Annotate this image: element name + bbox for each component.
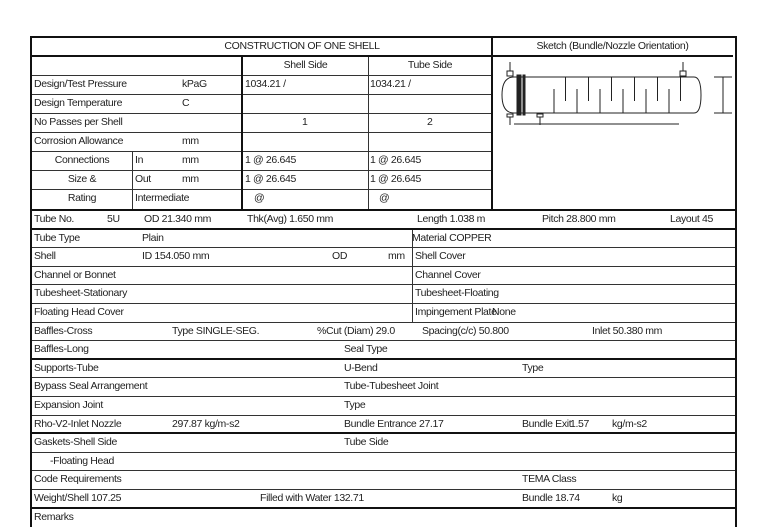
row-value: ID 154.050 mm [142,250,209,262]
bundle-sketch [494,59,733,129]
row-label: Code Requirements [34,473,121,485]
row-value: Filled with Water 132.71 [260,492,364,504]
row-value: OD [332,250,347,262]
row-baffles-cross [32,323,735,342]
row-value: Bundle Entrance 27.17 [344,418,443,430]
row-value: Bundle 18.74 [522,492,580,504]
tube-side-header [368,57,492,76]
row-value: Thk(Avg) 1.650 mm [247,213,333,225]
connection-row [32,152,492,171]
divider [491,38,493,209]
construction-section [32,38,735,211]
divider [368,57,369,209]
row-value: %Cut (Diam) 29.0 [317,325,395,337]
construction-title [32,38,492,57]
row-expansion [32,397,735,416]
row-label: Gaskets-Shell Side [34,436,117,448]
connection-unit: mm [182,173,199,185]
connection-unit: mm [182,154,199,166]
row-channel [32,267,735,286]
tube-side-text: Tube Side [408,59,452,71]
sketch-title [492,38,733,57]
connection-row [32,190,492,209]
row-label: Remarks [34,511,74,523]
connections-label: Connections [32,154,132,166]
divider [412,285,413,303]
row-label: Weight/Shell 107.25 [34,492,121,504]
row-unit: C [182,97,189,109]
row-label: Tube No. [34,213,74,225]
row-fh [32,453,735,472]
row-value: kg/m-s2 [612,418,647,430]
row-value: Tube-Tubesheet Joint [344,380,438,392]
row-unit: mm [182,135,199,147]
row-label: Tubesheet-Stationary [34,287,127,299]
title-text: CONSTRUCTION OF ONE SHELL [224,40,379,52]
row-label: Expansion Joint [34,399,103,411]
row-label: Bypass Seal Arrangement [34,380,147,392]
row-value: None [492,306,516,318]
row-value: Spacing(c/c) 50.800 [422,325,509,337]
connection-sub: Intermediate [135,192,189,204]
row-shell [32,248,735,267]
row-gaskets [32,434,735,453]
row-label: -Floating Head [50,455,114,467]
row-label: Baffles-Cross [34,325,92,337]
row-value: TEMA Class [522,473,576,485]
row-value: Channel Cover [415,269,481,281]
row-value: 5U [107,213,120,225]
row-value: Inlet 50.380 mm [592,325,662,337]
row-value: Layout 45 [670,213,713,225]
row-value: mm [388,250,405,262]
row-label: Supports-Tube [34,362,99,374]
row-bypass [32,378,735,397]
design-row [32,95,492,114]
row-label: Corrosion Allowance [34,135,123,147]
divider [412,230,413,248]
connection-sub: In [135,154,143,166]
row-value: Bundle Exit [522,418,571,430]
sketch-title-text: Sketch (Bundle/Nozzle Orientation) [536,40,688,52]
row-label: Baffles-Long [34,343,89,355]
row-rho [32,416,735,435]
tube-value: 1 @ 26.645 [370,154,421,166]
row-value: Seal Type [344,343,387,355]
divider [412,248,413,266]
blank-header [32,57,243,76]
divider [412,267,413,285]
design-row [32,76,492,95]
row-label: Rho-V2-Inlet Nozzle [34,418,121,430]
row-tube-type [32,230,735,249]
datasheet-table [30,36,737,527]
row-label: Design Temperature [34,97,122,109]
row-baffles-long [32,341,735,360]
row-value: U-Bend [344,362,378,374]
row-code [32,471,735,490]
row-tube-no [32,211,735,230]
row-value: Length 1.038 m [417,213,485,225]
shell-value: @ [254,192,264,204]
divider [132,152,133,209]
shell-value: 1 @ 26.645 [245,154,296,166]
row-value: Type SINGLE-SEG. [172,325,259,337]
tube-value: 1 @ 26.645 [370,173,421,185]
divider [412,304,413,322]
divider [241,57,243,209]
row-label: Floating Head Cover [34,306,124,318]
tube-value: @ [379,192,389,204]
tube-value: 1034.21 / [370,78,411,90]
shell-side-header [243,57,368,76]
row-floating [32,304,735,323]
row-label: Shell [34,250,56,262]
row-label: Design/Test Pressure [34,78,127,90]
connection-sub: Out [135,173,151,185]
row-value: kg [612,492,622,504]
connection-row [32,171,492,190]
row-value: Type [344,399,365,411]
row-value: 297.87 kg/m-s2 [172,418,239,430]
design-row [32,114,492,133]
shell-value: 1 [302,116,308,128]
row-value: Tubesheet-Floating [415,287,499,299]
row-value: Material COPPER [412,232,491,244]
row-label: Channel or Bonnet [34,269,116,281]
channel-head-shape [502,77,514,113]
row-value: Impingement Plate [415,306,497,318]
row-weight [32,490,735,509]
row-value: Plain [142,232,164,244]
row-value: 1.57 [570,418,589,430]
shell-value: 1 @ 26.645 [245,173,296,185]
row-unit: kPaG [182,78,207,90]
design-row [32,133,492,152]
row-label: Tube Type [34,232,80,244]
row-supports [32,360,735,379]
row-value: Shell Cover [415,250,465,262]
shell-value: 1034.21 / [245,78,286,90]
connections-label: Rating [32,192,132,204]
tube-value: 2 [427,116,433,128]
row-value: Pitch 28.800 mm [542,213,616,225]
row-value: Type [522,362,543,374]
row-label: No Passes per Shell [34,116,122,128]
shell-side-text: Shell Side [284,59,328,71]
row-tubesheet [32,285,735,304]
connections-label: Size & [32,173,132,185]
row-value: OD 21.340 mm [144,213,211,225]
row-value: Tube Side [344,436,388,448]
